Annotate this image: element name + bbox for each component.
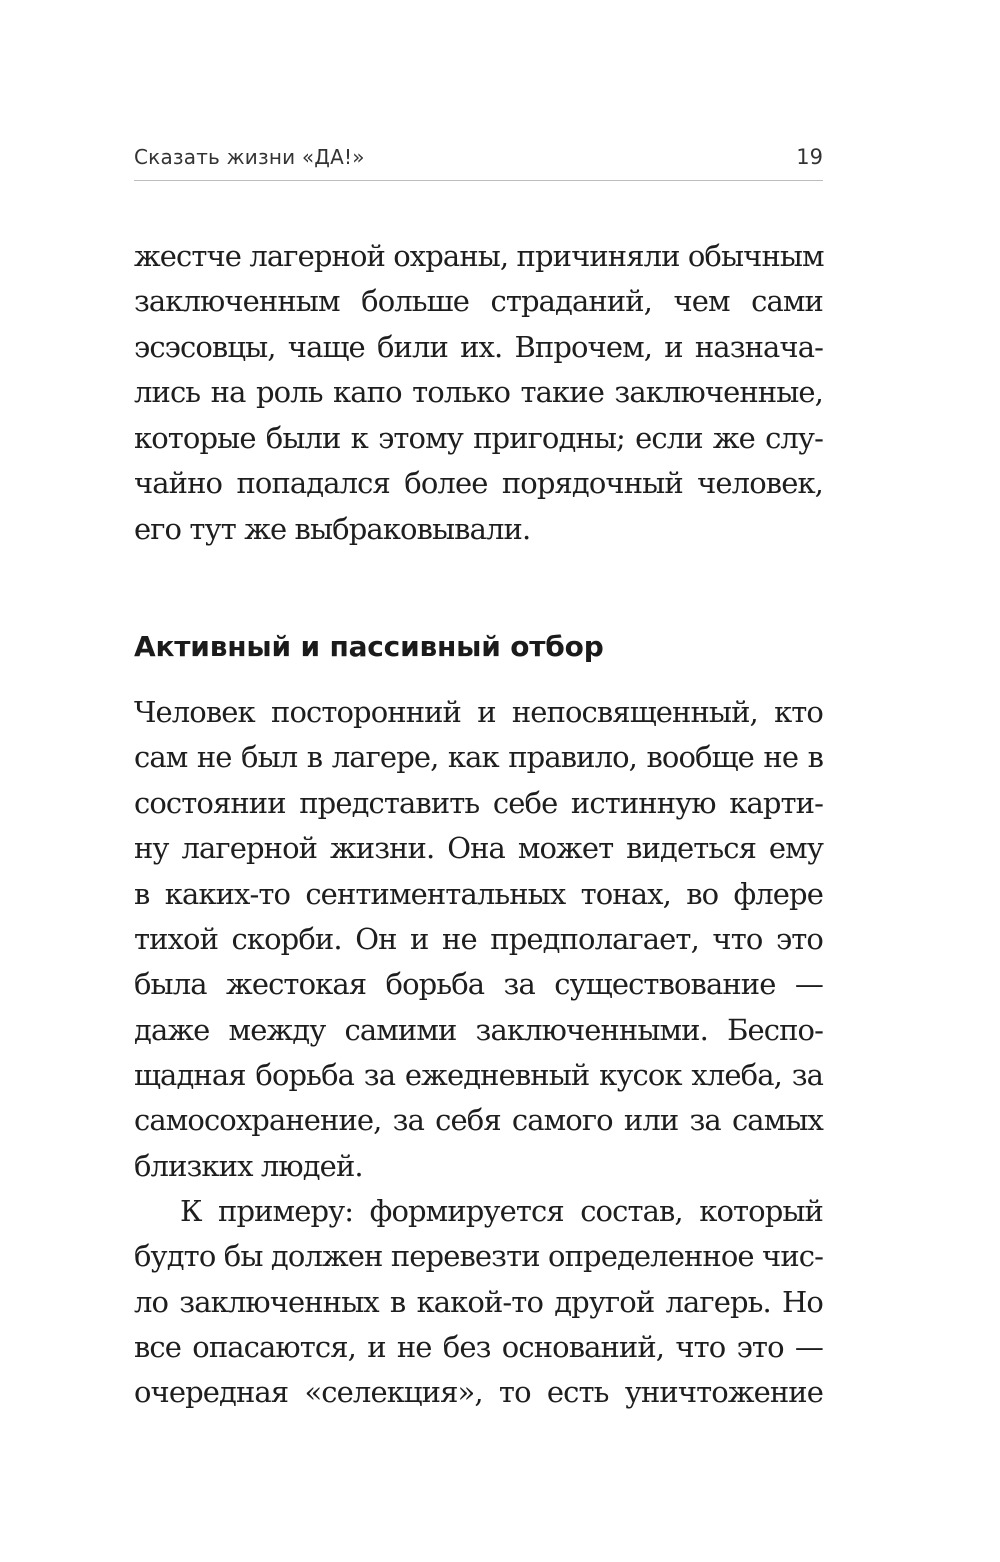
paragraph3-line: очередная «селекция», то есть уничтожение xyxy=(134,1375,823,1409)
paragraph1-line: эсэсовцы, чаще били их. Впрочем, и назнача- xyxy=(134,330,823,364)
paragraph3-line: ло заключенных в какой-то другой лагерь. Но xyxy=(134,1285,823,1319)
paragraph3-line: будто бы должен перевезти определенное чис- xyxy=(134,1239,823,1273)
paragraph1-line: чайно попадался более порядочный человек, xyxy=(134,466,823,500)
paragraph2-line: тихой скорби. Он и не предполагает, что это xyxy=(134,922,823,956)
paragraph2-line: Человек посторонний и непосвященный, кто xyxy=(134,695,823,729)
running-header xyxy=(134,142,823,181)
paragraph1-line: его тут же выбраковывали. xyxy=(134,512,531,546)
paragraph3-line: все опасаются, и не без оснований, что это — xyxy=(134,1330,823,1364)
paragraph1-line: жестче лагерной охраны, причиняли обычным xyxy=(134,239,824,273)
paragraph2-line: сам не был в лагере, как правило, вообще не в xyxy=(134,740,823,774)
page-number: 19 xyxy=(796,145,823,169)
paragraph2-line: в каких-то сентиментальных тонах, во флере xyxy=(134,877,823,911)
running-title: Сказать жизни «ДА!» xyxy=(134,145,365,169)
paragraph2-line: была жестокая борьба за существование — xyxy=(134,967,823,1001)
paragraph2-line: ну лагерной жизни. Она может видеться ему xyxy=(134,831,823,865)
paragraph1-line: лись на роль капо только такие заключенные, xyxy=(134,375,823,409)
paragraph2-line: даже между самими заключенными. Беспо- xyxy=(134,1013,823,1047)
paragraph2-line: самосохранение, за себя самого или за самых xyxy=(134,1103,823,1137)
paragraph1-line: которые были к этому пригодны; если же слу- xyxy=(134,421,823,455)
paragraph1-line: заключенным больше страданий, чем сами xyxy=(134,284,823,318)
section-heading: Активный и пассивный отбор xyxy=(134,630,604,663)
paragraph3-line: К примеру: формируется состав, который xyxy=(180,1194,823,1228)
paragraph2-line: щадная борьба за ежедневный кусок хлеба, за xyxy=(134,1058,823,1092)
paragraph2-line: состоянии представить себе истинную карти- xyxy=(134,786,823,820)
paragraph2-line: близких людей. xyxy=(134,1149,363,1183)
